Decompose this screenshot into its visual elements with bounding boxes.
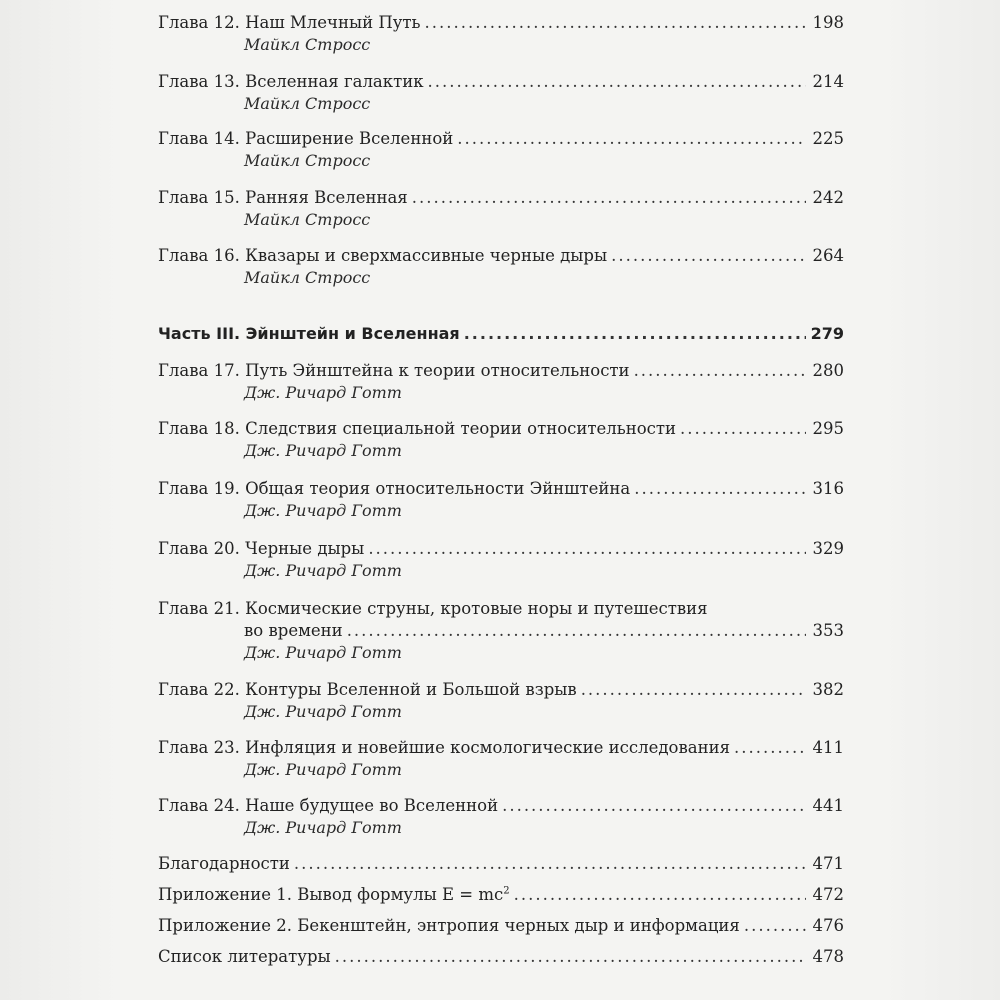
entry-title-text: Приложение 1. Вывод формулы E = mc (158, 885, 504, 904)
entry-title: Глава 18. Следствия специальной теории относительности (158, 419, 677, 438)
entry-title-continuation: во времени (244, 621, 343, 640)
page-number: 225 (812, 129, 844, 148)
toc-entry-acknowledgments[interactable] (158, 853, 844, 875)
page-number: 476 (812, 916, 844, 935)
entry-author: Дж. Ричард Готт (244, 702, 402, 721)
entry-author: Дж. Ричард Готт (244, 760, 402, 779)
dot-leader (680, 418, 806, 440)
page-number: 198 (812, 13, 844, 32)
entry-title: Глава 24. Наше будущее во Вселенной (158, 796, 499, 815)
page-number: 280 (812, 361, 844, 380)
entry-author: Майкл Стросс (244, 210, 371, 229)
dot-leader (634, 360, 806, 382)
toc-entry-chapter-21[interactable] (158, 598, 844, 664)
entry-author: Майкл Стросс (244, 35, 371, 54)
dot-leader (581, 679, 806, 701)
dot-leader (335, 946, 806, 968)
page-number: 471 (812, 854, 844, 873)
entry-author: Дж. Ричард Готт (244, 561, 402, 580)
toc-entry-chapter-23[interactable] (158, 737, 844, 781)
entry-title: Глава 13. Вселенная галактик (158, 72, 424, 91)
page-number: 242 (812, 188, 844, 207)
entry-title: Глава 17. Путь Эйнштейна к теории относительности (158, 361, 630, 380)
page-number: 441 (812, 796, 844, 815)
toc-entry-chapter-18[interactable] (158, 418, 844, 462)
page-number: 316 (812, 479, 844, 498)
page-number: 411 (812, 738, 844, 757)
entry-title: Глава 14. Расширение Вселенной (158, 129, 454, 148)
toc-entry-part-3[interactable] (158, 323, 844, 345)
page-number: 472 (812, 885, 844, 904)
page-number: 279 (810, 324, 844, 343)
toc-entry-appendix-1[interactable] (158, 884, 844, 906)
page-number: 264 (812, 246, 844, 265)
dot-leader (611, 245, 806, 267)
toc-entry-chapter-16[interactable] (158, 245, 844, 289)
entry-author: Дж. Ричард Готт (244, 643, 402, 662)
toc-entry-chapter-22[interactable] (158, 679, 844, 723)
dot-leader (502, 795, 806, 817)
toc-entry-chapter-19[interactable] (158, 478, 844, 522)
page-number: 295 (812, 419, 844, 438)
part-title: Часть III. Эйнштейн и Вселенная (158, 324, 460, 343)
toc-entry-chapter-17[interactable] (158, 360, 844, 404)
toc-entry-chapter-15[interactable] (158, 187, 844, 231)
toc-entry-chapter-14[interactable] (158, 128, 844, 172)
dot-leader (457, 128, 806, 150)
dot-leader (294, 853, 806, 875)
entry-author: Майкл Стросс (244, 268, 371, 287)
entry-title: Глава 15. Ранняя Вселенная (158, 188, 408, 207)
entry-title: Глава 22. Контуры Вселенной и Большой взрыв (158, 680, 577, 699)
entry-title: Благодарности (158, 854, 290, 873)
dot-leader (744, 915, 806, 937)
dot-leader (347, 620, 806, 642)
entry-title: Глава 23. Инфляция и новейшие космологические исследования (158, 738, 731, 757)
dot-leader (514, 884, 806, 906)
page-number: 214 (812, 72, 844, 91)
entry-title: Приложение 2. Бекенштейн, энтропия черных дыр и информация (158, 916, 740, 935)
entry-title: Список литературы (158, 947, 331, 966)
entry-author: Дж. Ричард Готт (244, 383, 402, 402)
entry-author: Дж. Ричард Готт (244, 441, 402, 460)
entry-title: Глава 12. Наш Млечный Путь (158, 13, 421, 32)
entry-author: Дж. Ричард Готт (244, 818, 402, 837)
entry-title: Глава 21. Космические струны, кротовые норы и путешествия (158, 599, 708, 618)
toc-entry-appendix-2[interactable] (158, 915, 844, 937)
dot-leader (734, 737, 806, 759)
toc-entry-chapter-13[interactable] (158, 71, 844, 115)
superscript-exponent: 2 (503, 885, 510, 897)
toc-entry-bibliography[interactable] (158, 946, 844, 968)
page-number: 478 (812, 947, 844, 966)
entry-title: Глава 20. Черные дыры (158, 539, 365, 558)
toc-entry-chapter-20[interactable] (158, 538, 844, 582)
entry-title (158, 884, 510, 906)
dot-leader (428, 71, 806, 93)
entry-author: Майкл Стросс (244, 94, 371, 113)
entry-author: Майкл Стросс (244, 151, 371, 170)
dot-leader (425, 12, 806, 34)
toc-entry-chapter-24[interactable] (158, 795, 844, 839)
page-number: 329 (812, 539, 844, 558)
page-number: 382 (812, 680, 844, 699)
entry-title: Глава 16. Квазары и сверхмассивные черные дыры (158, 246, 608, 265)
entry-title: Глава 19. Общая теория относительности Эйнштейна (158, 479, 631, 498)
page-number: 353 (812, 621, 844, 640)
entry-author: Дж. Ричард Готт (244, 501, 402, 520)
toc-entry-chapter-12[interactable] (158, 12, 844, 56)
dot-leader (464, 323, 806, 345)
dot-leader (634, 478, 806, 500)
dot-leader (368, 538, 806, 560)
dot-leader (412, 187, 806, 209)
